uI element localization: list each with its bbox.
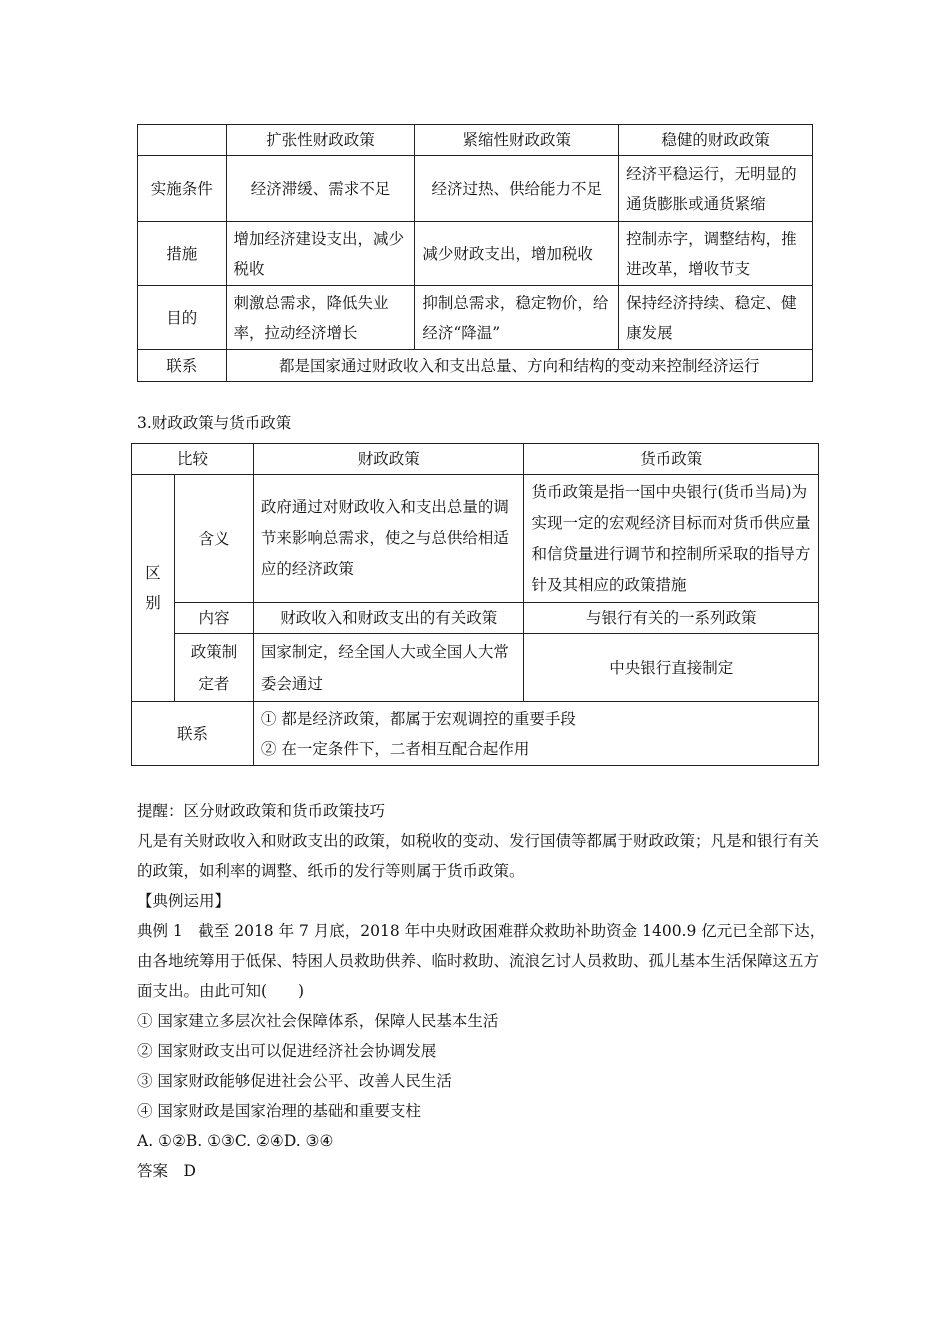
example-choices: A. ①②B. ①③C. ②④D. ③④ — [137, 1132, 334, 1150]
table2-monetary-cell: 与银行有关的一系列政策 — [524, 603, 819, 634]
table1-cell: 经济平稳运行，无明显的通货膨胀或通货紧缩 — [619, 156, 813, 222]
table2-header-monetary: 货币政策 — [524, 444, 819, 475]
table1-header: 紧缩性财政政策 — [415, 125, 619, 156]
table1-cell: 刺激总需求，降低失业率，拉动经济增长 — [226, 286, 415, 350]
fiscal-vs-monetary-table — [131, 443, 819, 766]
table1-row-label: 目的 — [138, 286, 227, 350]
reminder-and-example — [137, 796, 827, 1186]
example-option: ④ 国家财政是国家治理的基础和重要支柱 — [137, 1102, 421, 1120]
table2-row-label: 含义 — [174, 475, 253, 603]
table1-row-label: 实施条件 — [138, 156, 227, 222]
example-option: ③ 国家财政能够促进社会公平、改善人民生活 — [137, 1072, 452, 1090]
table2-link-cell — [253, 702, 818, 766]
table2-diff-label-text: 区别 — [145, 564, 161, 612]
table1-cell: 增加经济建设支出，减少税收 — [226, 222, 415, 286]
table1-link-label: 联系 — [138, 350, 227, 382]
table1-row-label: 措施 — [138, 222, 227, 286]
table2-row-label: 内容 — [174, 603, 253, 634]
table1-cell: 经济滞缓、需求不足 — [226, 156, 415, 222]
table2-row-label-text: 政策制定者 — [190, 642, 238, 693]
table1-header-empty — [138, 125, 227, 156]
table2-header-fiscal: 财政政策 — [253, 444, 524, 475]
table2-link-label: 联系 — [132, 702, 254, 766]
table2-fiscal-cell: 政府通过对财政收入和支出总量的调节来影响总需求，使之与总供给相适应的经济政策 — [253, 475, 524, 603]
table2-header-compare: 比较 — [132, 444, 254, 475]
table2-diff-label — [132, 475, 175, 702]
table2-monetary-cell: 中央银行直接制定 — [524, 634, 819, 702]
table1-header: 稳健的财政政策 — [619, 125, 813, 156]
section-title: 3.财政政策与货币政策 — [137, 414, 292, 432]
table1-cell: 控制赤字，调整结构，推进改革，增收节支 — [619, 222, 813, 286]
table1-cell: 抑制总需求，稳定物价，给经济“降温” — [415, 286, 619, 350]
table2-row-label — [174, 634, 253, 702]
table1-cell: 经济过热、供给能力不足 — [415, 156, 619, 222]
table1-cell: 减少财政支出，增加税收 — [415, 222, 619, 286]
fiscal-policy-types-table — [137, 124, 813, 382]
table2-link-line: ① 都是经济政策，都属于宏观调控的重要手段 — [260, 709, 576, 728]
table2-link-line: ② 在一定条件下，二者相互配合起作用 — [260, 739, 530, 758]
table2-fiscal-cell: 财政收入和财政支出的有关政策 — [253, 603, 524, 634]
table1-header: 扩张性财政政策 — [226, 125, 415, 156]
table1-cell: 保持经济持续、稳定、健康发展 — [619, 286, 813, 350]
table1-link-text: 都是国家通过财政收入和支出总量、方向和结构的变动来控制经济运行 — [226, 350, 812, 382]
example-option: ① 国家建立多层次社会保障体系，保障人民基本生活 — [137, 1012, 499, 1030]
example-option: ② 国家财政支出可以促进经济社会协调发展 — [137, 1042, 437, 1060]
reminder-title: 提醒：区分财政政策和货币政策技巧 — [137, 802, 386, 820]
table2-monetary-cell: 货币政策是指一国中央银行(货币当局)为实现一定的宏观经济目标而对货币供应量和信贷量进行调节和控制所采取的指导方针及其相应的政策措施 — [524, 475, 819, 603]
example-heading: 【典例运用】 — [137, 892, 231, 910]
example-question: 典例 1 截至 2018 年 7 月底，2018 年中央财政困难群众救助补助资金 1400.9 亿元已全部下达，由各地统筹用于低保、特困人员救助供养、临时救助、流浪乞讨人员救助、孤儿基本生活保障这五方面支出。由此可知( ) — [137, 922, 826, 1000]
example-answer: 答案 D — [137, 1162, 196, 1180]
table2-fiscal-cell: 国家制定，经全国人大或全国人大常委会通过 — [253, 634, 524, 702]
reminder-text: 凡是有关财政收入和财政支出的政策，如税收的变动、发行国债等都属于财政政策；凡是和银行有关的政策，如利率的调整、纸币的发行等则属于货币政策。 — [137, 832, 820, 880]
